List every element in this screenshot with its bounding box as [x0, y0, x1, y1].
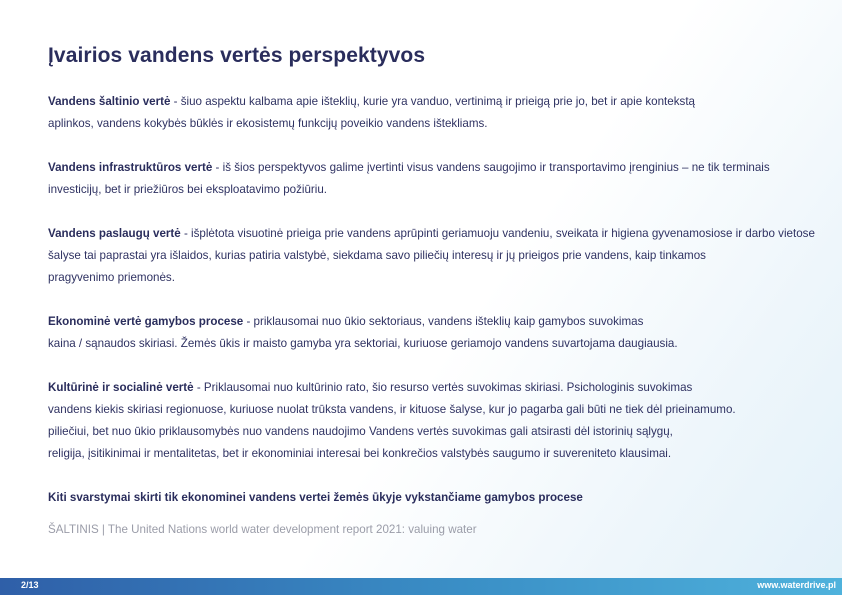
paragraph-text: - išplėtota visuotinė prieiga prie vandens aprūpinti geriamuoju vandeniu, sveikata ir higiena gyvenamosiose ir darbo vietose — [180, 227, 815, 240]
paragraph-source-value — [48, 91, 695, 135]
paragraph-text: - iš šios perspektyvos galime įvertinti visus vandens saugojimo ir transportavimo įrenginius – ne tik terminais — [212, 161, 770, 174]
paragraph-line: religija, įsitikinimai ir mentalitetas, bet ir ekonominiai interesai bei konkrečios valstybės saugumo ir suvereniteto klausimai. — [48, 447, 672, 460]
paragraph-line — [48, 377, 736, 399]
paragraph-infrastructure-value — [48, 157, 770, 201]
paragraph-heading: Vandens paslaugų vertė — [48, 227, 181, 240]
paragraph-line: kaina / sąnaudos skiriasi. Žemės ūkis ir maisto gamyba yra sektoriai, kuriuose geriamojo vandens suvartojama daugiausia. — [48, 337, 678, 350]
closing-statement: Kiti svarstymai skirti tik ekonominei vandens vertei žemės ūkyje vykstančiame gamybos procese — [48, 491, 583, 504]
paragraph-text: - šiuo aspektu kalbama apie išteklių, kurie yra vanduo, vertinimą ir prieigą prie jo, bet ir apie kontekstą — [170, 95, 695, 108]
paragraph-economic-value — [48, 311, 678, 355]
source-citation: ŠALTINIS | The United Nations world water development report 2021: valuing water — [48, 523, 477, 536]
paragraph-line: investicijų, bet ir priežiūros bei eksploatavimo požiūriu. — [48, 183, 328, 196]
footer-bar — [0, 578, 842, 595]
paragraph-heading: Ekonominė vertė gamybos procese — [48, 315, 244, 328]
paragraph-heading: Vandens infrastruktūros vertė — [48, 161, 213, 174]
paragraph-cultural-value — [48, 377, 736, 465]
website-link[interactable]: www.waterdrive.pl — [757, 580, 836, 590]
paragraph-line — [48, 91, 695, 113]
page-number: 2/13 — [21, 580, 39, 590]
paragraph-line: šalyse tai paprastai yra išlaidos, kurias patiria valstybė, siekdama savo piliečių interesų ir jų prieigos prie vandens, kaip tinkamos — [48, 249, 706, 262]
paragraph-line — [48, 157, 770, 179]
paragraph-heading: Kultūrinė ir socialinė vertė — [48, 381, 194, 394]
paragraph-heading: Vandens šaltinio vertė — [48, 95, 171, 108]
paragraph-line — [48, 223, 815, 245]
paragraph-text: - Priklausomai nuo kultūrinio rato, šio resurso vertės suvokimas skiriasi. Psichologinis suvokimas — [193, 381, 693, 394]
paragraph-line: aplinkos, vandens kokybės būklės ir ekosistemų funkcijų poveikio vandens ištekliams. — [48, 117, 488, 130]
paragraph-services-value — [48, 223, 815, 289]
paragraph-text: - priklausomai nuo ūkio sektoriaus, vandens išteklių kaip gamybos suvokimas — [243, 315, 644, 328]
page-title: Įvairios vandens vertės perspektyvos — [48, 44, 426, 67]
paragraph-line — [48, 311, 678, 333]
paragraph-line: piliečiui, bet nuo ūkio priklausomybės nuo vandens naudojimo Vandens vertės suvokimas gali atsirasti dėl istorinių sąlygų, — [48, 425, 673, 438]
paragraph-line: pragyvenimo priemonės. — [48, 271, 175, 284]
paragraph-line: vandens kiekis skiriasi regionuose, kuriuose nuolat trūksta vandens, ir kituose šalyse, kur jo pagarba gali būti ne tiek dėl prieinamumo. — [48, 403, 736, 416]
